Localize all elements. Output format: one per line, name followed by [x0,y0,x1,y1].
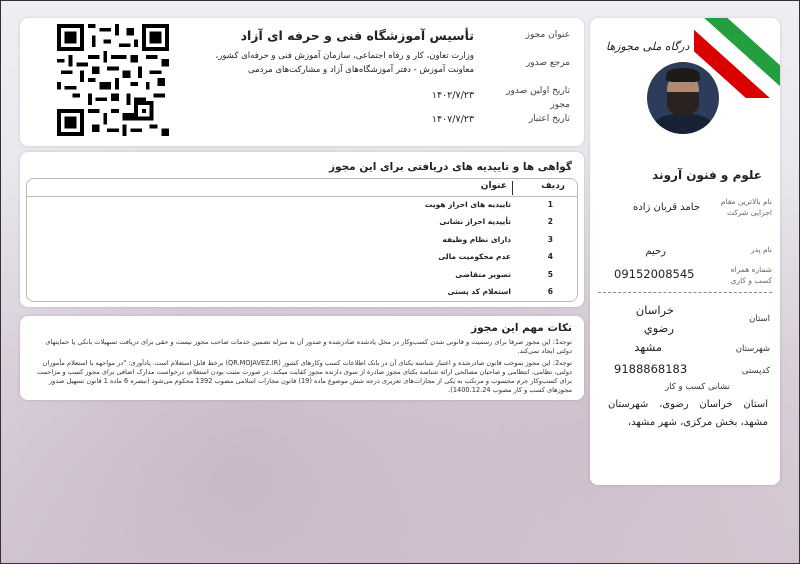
postal-value: 9188868183 [614,362,688,376]
header-separator [512,181,513,195]
table-row-num: 2 [547,217,553,226]
first-issue-date: ۱۴۰۲/۷/۲۳ [431,90,474,101]
city-value: مشهد [634,340,662,354]
table-header-rule [27,196,577,197]
col-header-title: عنوان [480,181,507,191]
issuer-value: وزارت تعاون، کار و رفاه اجتماعی، سازمان آموزش فنی و حرفه‌ای کشور، معاونت آموزش - دفتر آموزشگاه‌های آزاد و مشارکت‌های مردمی [215,51,474,75]
table-row-num: 5 [547,270,553,279]
phone-label: شماره همراه کسب و کاری [730,265,772,285]
province-value: خراسان رضوي [635,303,674,335]
table-row-title: عدم محکومیت مالی [438,252,511,261]
table-row-title: تاییدیه های احراز هویت [424,200,511,209]
company-title: علوم و فنون آروند [652,168,762,182]
col-header-num: ردیف [541,181,565,191]
note-1: توجه1: این مجوز صرفا برای رسمیت و قانونی شدن کسب‌وکار در محل یادشده صادرشده و صدور آن به منزله تضمین خدمات صاحب مجوز نیست و حقی برای دریافت تسهیلات بانکی یا حمایتهای دولتی ایجاد نمی‌کند. [45,338,572,355]
note-2: توجه2: این مجوز بموجب قانون صادرشده و اعتبار شناسه یکتای آن در بانک اطلاعات کسب وکارهای کشور (QR.MOJAVEZ.IR) برخط قابل استعلام است. یادآوری: "در مواجهه با استعلام مأموران دولتی، نظامی، انتظامی و صاحبان مصالحی ارائه شناسه یکتای مجوز صادرة از سوی دارنده مجوز کفایت میکند. در صورت مثبت بودن استعلام، درخواست مدارک اضافی برای مجوز کسب و مزاحمت برای کسب‌وکار جرم محسوب و مرتکب به یکی از مجازات‌های تعزیری درجه شش موضوع ماده (19) قانون مجازات اسلامی مصوب 1392 محکوم می‌شود (تبصره 6 ماده 1 قانون تسهیل صدور مجوزهای کسب و کار مصوب 1400.12.24). [37,359,572,394]
divider [598,292,772,293]
qr-code-icon [57,24,169,136]
table-row-title: تأییدیه احراز نشانی [439,217,511,226]
table-row-title: استعلام کد پستی [447,287,511,296]
notes-title: نکات مهم این مجوز [471,322,572,334]
validity-date: ۱۴۰۷/۷/۲۳ [431,114,474,125]
first-issue-label: تاریخ اولین صدور مجوز [506,86,570,110]
table-row-title: تصویر متقاضی [455,270,511,279]
license-title-label: عنوان مجوز [525,30,570,40]
approvals-title: گواهی ها و تاییدیه های دریافتی برای این مجوز [328,161,572,173]
city-label: شهرستان [735,344,770,354]
license-title: تأسیس آموزشگاه فنی و حرفه ای آزاد [240,28,474,43]
table-row-num: 1 [547,200,553,209]
manager-value: حامد قربان زاده [633,202,700,213]
father-value: رحیم [645,246,666,257]
table-row-num: 4 [547,252,553,261]
address-label: نشانی کسب و کار [665,382,730,392]
approvals-card [20,152,584,307]
notes-card [20,316,584,400]
approvals-table [26,178,578,302]
postal-label: کدپستی [741,366,770,376]
province-label: استان [749,314,770,324]
table-row-num: 6 [547,287,553,296]
father-label: نام پدر [750,245,772,254]
table-row-num: 3 [547,235,553,244]
address-value: استان خراسان رضوی، شهرستان مشهد، بخش مرکزی، شهر مشهد، [608,399,768,428]
profile-card [590,18,780,485]
manager-label: نام بالاترین مقام اجرایی شرکت [720,197,772,217]
logo-text: درگاه ملی مجوزها [606,40,690,53]
phone-value: 09152008545 [614,267,695,281]
table-row-title: دارای نظام وظیفه [442,235,511,244]
issuer-label: مرجع صدور [525,58,570,68]
avatar [647,62,719,134]
license-card [20,18,584,146]
validity-label: تاریخ اعتبار [528,114,570,124]
